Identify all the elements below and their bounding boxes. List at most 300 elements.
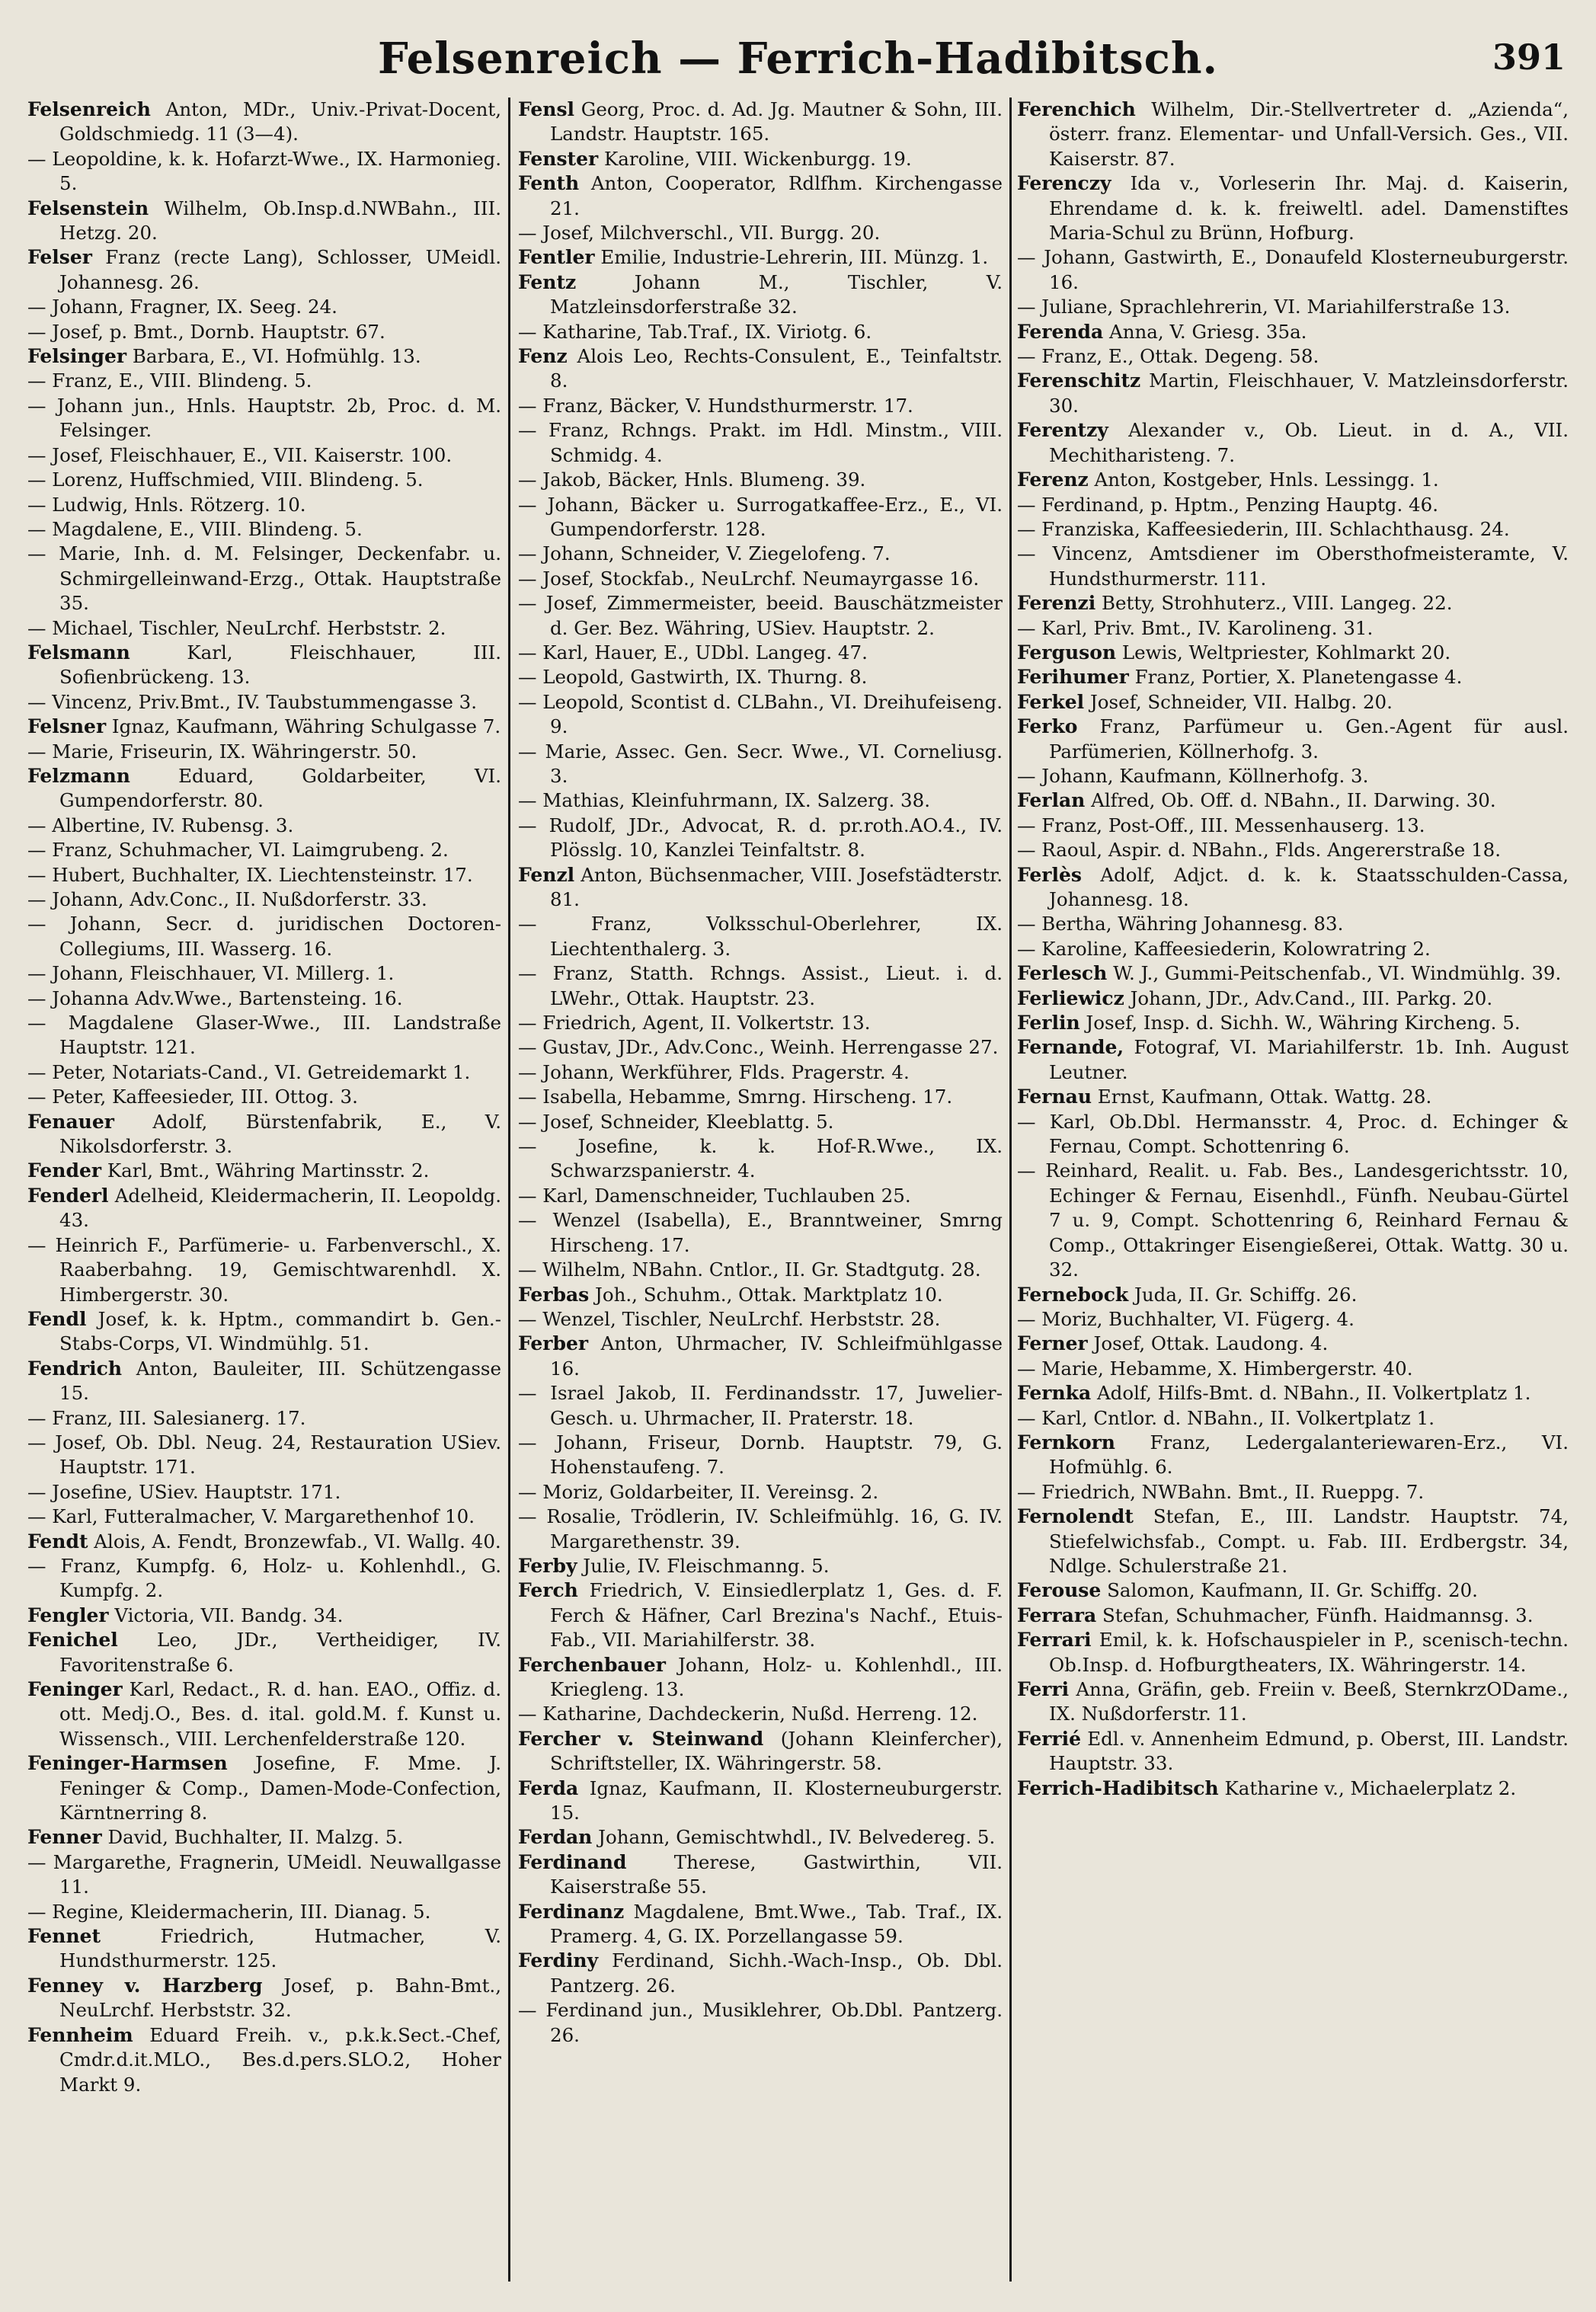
directory-entry	[27, 493, 501, 517]
entry-text: Edl. v. Annenheim Edmund, p. Oberst, III. Landstr. Hauptstr. 33.	[1049, 1727, 1569, 1775]
directory-entry	[518, 1505, 1003, 1554]
entry-text: Josef, k. k. Hptm., commandirt b. Gen.-Stabs-Corps, VI. Windmühlg. 51.	[59, 1307, 501, 1355]
directory-entry	[27, 961, 501, 986]
directory-entry	[518, 1653, 1003, 1703]
directory-entry	[27, 1554, 501, 1604]
entry-surname: Ferdiny	[518, 1949, 599, 1972]
entry-text: W. J., Gummi-Peitschenfab., VI. Windmühlg. 39.	[1107, 962, 1562, 985]
entry-text: Georg, Proc. d. Ad. Jg. Mautner & Sohn, III. Landstr. Hauptstr. 165.	[550, 98, 1003, 145]
entry-text: Stefan, Schuhmacher, Fünfh. Haidmannsg. 3.	[1096, 1604, 1534, 1626]
column-3	[1017, 98, 1569, 2282]
directory-entry	[518, 1035, 1003, 1060]
entry-text: — Johann, Secr. d. juridischen Doctoren-Collegiums, III. Wasserg. 16.	[27, 913, 501, 960]
directory-entry	[27, 2023, 501, 2097]
directory-entry	[1017, 961, 1569, 986]
entry-text: Ida v., Vorleserin Ihr. Maj. d. Kaiserin, Ehrendame d. k. k. freiweltl. adel. Damenstiftes Maria-Schul zu Brünn, Hofburg.	[1049, 172, 1569, 245]
entry-surname: Ferenda	[1017, 320, 1104, 343]
entry-text: — Josef, Milchverschl., VII. Burgg. 20.	[518, 222, 881, 245]
directory-entry	[518, 1283, 1003, 1307]
entry-text: — Franz, Bäcker, V. Hundsthurmerstr. 17.	[518, 394, 913, 417]
directory-entry	[27, 1751, 501, 1825]
entry-text: Joh., Schuhm., Ottak. Marktplatz 10.	[589, 1283, 943, 1306]
directory-entry	[27, 1924, 501, 1974]
directory-entry	[518, 1431, 1003, 1480]
entry-surname: Fernebock	[1017, 1283, 1129, 1306]
directory-entry	[1017, 1110, 1569, 1159]
entry-text: — Bertha, Währing Johannesg. 83.	[1017, 913, 1344, 935]
entry-text: — Franziska, Kaffeesiederin, III. Schlachthausg. 24.	[1017, 517, 1510, 540]
directory-entry	[518, 1825, 1003, 1850]
directory-entry	[27, 1825, 501, 1850]
directory-entry	[518, 147, 1003, 171]
directory-entry	[518, 1307, 1003, 1332]
entry-surname: Fenth	[518, 172, 580, 195]
entry-text: Wilhelm, Ob.Insp.d.NWBahn., III. Hetzg. 20.	[59, 197, 501, 245]
entry-surname: Ferby	[518, 1554, 577, 1577]
directory-entry	[1017, 1628, 1569, 1677]
entry-text: — Leopold, Gastwirth, IX. Thurng. 8.	[518, 666, 868, 689]
entry-surname: Felsenreich	[27, 98, 151, 120]
directory-entry	[27, 616, 501, 641]
entry-text: — Karl, Futteralmacher, V. Margarethenhof 10.	[27, 1505, 475, 1528]
directory-entry	[27, 1677, 501, 1751]
directory-entry	[27, 838, 501, 862]
entry-surname: Fenney v. Harzberg	[27, 1974, 263, 1997]
entry-text: Martin, Fleischhauer, V. Matzleinsdorferstr. 30.	[1049, 369, 1569, 417]
entry-surname: Ferrich-Hadibitsch	[1017, 1776, 1219, 1799]
directory-entry	[518, 320, 1003, 344]
entry-text: — Josef, Zimmermeister, beeid. Bauschätzmeister d. Ger. Bez. Währing, USiev. Hauptstr. 2.	[518, 592, 1003, 639]
entry-text: Victoria, VII. Bandg. 34.	[108, 1604, 344, 1626]
entry-surname: Ferihumer	[1017, 666, 1129, 689]
entry-surname: Ferko	[1017, 715, 1078, 738]
entry-text: — Franz, Schuhmacher, VI. Laimgrubeng. 2.	[27, 839, 449, 862]
entry-text: — Margarethe, Fragnerin, UMeidl. Neuwallgasse 11.	[27, 1850, 501, 1898]
page-number: 391	[1492, 37, 1566, 78]
directory-entry	[27, 1159, 501, 1183]
directory-entry	[1017, 295, 1569, 319]
directory-entry	[27, 641, 501, 690]
column-2	[518, 98, 1003, 2282]
entry-text: Josef, Ottak. Laudong. 4.	[1087, 1332, 1329, 1355]
entry-text: — Friedrich, NWBahn. Bmt., II. Rueppg. 7.	[1017, 1480, 1425, 1503]
directory-entry	[1017, 788, 1569, 813]
entry-text: — Albertine, IV. Rubensg. 3.	[27, 814, 294, 836]
entry-surname: Fernau	[1017, 1086, 1092, 1108]
directory-entry	[1017, 863, 1569, 913]
entry-text: Wilhelm, Dir.-Stellvertreter d. „Azienda“, österr. franz. Elementar- und Unfall-Versich. Ges., VII. Kaiserstr. 87.	[1049, 98, 1569, 170]
directory-entry	[27, 1233, 501, 1307]
entry-surname: Ferlan	[1017, 789, 1086, 812]
entry-surname: Ferrara	[1017, 1604, 1097, 1626]
entry-surname: Fennet	[27, 1925, 101, 1948]
entry-text: — Franz, Volksschul-Oberlehrer, IX. Liechtenthalerg. 3.	[518, 913, 1003, 960]
directory-entry	[518, 1480, 1003, 1505]
entry-surname: Ferenchich	[1017, 98, 1136, 120]
directory-entry	[27, 1184, 501, 1233]
entry-surname: Ferenzi	[1017, 592, 1096, 615]
entry-surname: Ferlès	[1017, 863, 1082, 886]
entry-text: David, Buchhalter, II. Malzg. 5.	[101, 1826, 404, 1849]
entry-text: — Peter, Notariats-Cand., VI. Getreidemarkt 1.	[27, 1060, 471, 1083]
directory-entry	[27, 1085, 501, 1109]
entry-text: — Magdalene Glaser-Wwe., III. Landstraße Hauptstr. 121.	[27, 1012, 501, 1059]
entry-surname: Feninger	[27, 1678, 123, 1700]
directory-entry	[518, 1184, 1003, 1208]
directory-entry	[518, 641, 1003, 665]
entry-surname: Ferda	[518, 1776, 579, 1799]
directory-entry	[1017, 245, 1569, 295]
directory-entry	[1017, 987, 1569, 1011]
entry-text: — Franz, Statth. Rchngs. Assist., Lieut. i. d. LWehr., Ottak. Hauptstr. 23.	[518, 962, 1003, 1009]
directory-entry	[1017, 171, 1569, 245]
entry-surname: Ferner	[1017, 1332, 1088, 1355]
directory-entry	[518, 1258, 1003, 1282]
entry-text: Johann, Holz- u. Kohlenhdl., III. Kriegleng. 13.	[550, 1653, 1003, 1700]
directory-entry	[1017, 690, 1569, 715]
directory-entry	[1017, 98, 1569, 171]
directory-entry	[27, 887, 501, 912]
entry-text: Eduard, Goldarbeiter, VI. Gumpendorferstr. 80.	[59, 764, 501, 812]
entry-text: — Hubert, Buchhalter, IX. Liechtensteinstr. 17.	[27, 863, 473, 886]
directory-entry	[27, 715, 501, 739]
entry-surname: Ferri	[1017, 1678, 1070, 1700]
directory-entry	[27, 690, 501, 715]
entry-text: Anton, Bauleiter, III. Schützengasse 15.	[59, 1357, 501, 1405]
entry-text: — Josefine, k. k. Hof-R.Wwe., IX. Schwarzspanierstr. 4.	[518, 1135, 1003, 1182]
entry-text: — Johann, Bäcker u. Surrogatkaffee-Erz., E., VI. Gumpendorferstr. 128.	[518, 493, 1003, 540]
entry-text: Adelheid, Kleidermacherin, II. Leopoldg. 43.	[59, 1184, 501, 1232]
entry-text: Ignaz, Kaufmann, II. Klosterneuburgerstr. 15.	[550, 1776, 1003, 1824]
directory-entry	[27, 1604, 501, 1628]
entry-surname: Fenzl	[518, 863, 575, 886]
entry-text: Adolf, Adjct. d. k. k. Staatsschulden-Cassa, Johannesg. 18.	[1049, 863, 1569, 910]
entry-text: — Marie, Inh. d. M. Felsinger, Deckenfabr. u. Schmirgelleinwand-Erzg., Ottak. Hauptstraße 35.	[27, 542, 501, 615]
directory-entry	[1017, 1604, 1569, 1628]
entry-surname: Fenderl	[27, 1184, 109, 1207]
entry-text: — Marie, Hebamme, X. Himbergerstr. 40.	[1017, 1357, 1413, 1380]
entry-surname: Felsner	[27, 715, 107, 738]
column-divider	[508, 98, 510, 2282]
directory-entry	[518, 1134, 1003, 1184]
directory-entry	[518, 740, 1003, 789]
directory-entry	[1017, 591, 1569, 616]
entry-surname: Ferkel	[1017, 690, 1085, 713]
directory-entry	[27, 1060, 501, 1085]
directory-entry	[518, 245, 1003, 270]
directory-entry	[518, 961, 1003, 1011]
entry-text: — Johann, Kaufmann, Köllnerhofg. 3.	[1017, 764, 1369, 787]
entry-text: Franz, Portier, X. Planetengasse 4.	[1128, 666, 1463, 689]
entry-text: — Gustav, JDr., Adv.Conc., Weinh. Herrengasse 27.	[518, 1036, 999, 1059]
entry-surname: Ferenczy	[1017, 172, 1111, 195]
directory-entry	[1017, 369, 1569, 418]
entry-text: Johann, JDr., Adv.Cand., III. Parkg. 20.	[1124, 987, 1493, 1009]
entry-text: Karl, Bmt., Währing Martinsstr. 2.	[101, 1159, 430, 1182]
directory-entry	[1017, 1085, 1569, 1109]
entry-surname: Fendt	[27, 1530, 88, 1553]
entry-text: — Jakob, Bäcker, Hnls. Blumeng. 39.	[518, 468, 866, 491]
entry-text: — Rudolf, JDr., Advocat, R. d. pr.roth.AO.4., IV. Plösslg. 10, Kanzlei Teinfaltstr. 8.	[518, 814, 1003, 862]
directory-entry	[518, 814, 1003, 863]
directory-entry	[27, 542, 501, 616]
directory-entry	[1017, 418, 1569, 468]
entry-text: — Moriz, Goldarbeiter, II. Vereinsg. 2.	[518, 1480, 879, 1503]
directory-entry	[518, 912, 1003, 961]
entry-text: — Friedrich, Agent, II. Volkertstr. 13.	[518, 1012, 871, 1034]
directory-entry	[1017, 1776, 1569, 1801]
entry-text: — Reinhard, Realit. u. Fab. Bes., Landesgerichtsstr. 10, Echinger & Fernau, Eisenhdl., Fünfh. Neubau-Gürtel 7 u. 9, Compt. Schottenring 6, Reinhard Fernau & Comp., Ottakringer Eisengießerei, Ottak. Wattg. 30 u. 32.	[1017, 1159, 1569, 1281]
directory-entry	[1017, 838, 1569, 862]
entry-text: Friedrich, V. Einsiedlerplatz 1, Ges. d. F. Ferch & Häfner, Carl Brezina's Nachf., Etuis-Fab., VII. Mariahilferstr. 38.	[550, 1579, 1003, 1652]
entry-surname: Fenster	[518, 147, 599, 170]
directory-entry	[518, 171, 1003, 221]
directory-entry	[27, 1011, 501, 1060]
directory-entry	[1017, 1159, 1569, 1282]
entry-surname: Felzmann	[27, 764, 130, 787]
entry-text: — Katharine, Tab.Traf., IX. Viriotg. 6.	[518, 320, 872, 343]
directory-entry	[1017, 715, 1569, 764]
directory-entry	[518, 1578, 1003, 1652]
entry-text: Magdalene, Bmt.Wwe., Tab. Traf., IX. Pramerg. 4, G. IX. Porzellangasse 59.	[550, 1900, 1003, 1948]
directory-entry	[1017, 1332, 1569, 1356]
entry-text: — Michael, Tischler, NeuLrchf. Herbststr. 2.	[27, 616, 446, 639]
entry-surname: Ferchenbauer	[518, 1653, 666, 1676]
directory-entry	[518, 542, 1003, 566]
directory-entry	[1017, 1283, 1569, 1307]
directory-entry	[1017, 493, 1569, 517]
directory-entry	[27, 1628, 501, 1677]
entry-surname: Feninger-Harmsen	[27, 1752, 228, 1775]
directory-entry	[27, 394, 501, 443]
directory-entry	[1017, 616, 1569, 641]
directory-entry	[1017, 665, 1569, 689]
entry-surname: Fendl	[27, 1307, 87, 1330]
entry-text: — Franz, E., Ottak. Degeng. 58.	[1017, 345, 1319, 368]
directory-entry	[1017, 1307, 1569, 1332]
entry-text: — Karl, Priv. Bmt., IV. Karolineng. 31.	[1017, 616, 1374, 639]
entry-surname: Fendrich	[27, 1357, 123, 1380]
directory-entry	[518, 1702, 1003, 1726]
entry-text: Josef, p. Bahn-Bmt., NeuLrchf. Herbststr. 32.	[59, 1974, 501, 2022]
entry-text: — Karoline, Kaffeesiederin, Kolowratring 2.	[1017, 937, 1431, 960]
directory-entry	[518, 1011, 1003, 1035]
entry-text: — Wenzel, Tischler, NeuLrchf. Herbststr. 28.	[518, 1307, 941, 1330]
directory-entry	[518, 1085, 1003, 1109]
column-divider	[1009, 98, 1012, 2282]
entry-text: (Johann Kleinfercher), Schriftsteller, IX. Währingerstr. 58.	[550, 1727, 1003, 1775]
entry-text: — Ferdinand jun., Musiklehrer, Ob.Dbl. Pantzerg. 26.	[518, 1999, 1003, 2046]
entry-text: Anton, Büchsenmacher, VIII. Josefstädterstr. 81.	[550, 863, 1003, 910]
entry-surname: Ferdinanz	[518, 1900, 625, 1923]
entry-text: Lewis, Weltpriester, Kohlmarkt 20.	[1116, 641, 1451, 664]
entry-surname: Ferentzy	[1017, 419, 1108, 442]
entry-text: Emil, k. k. Hofschauspieler in P., scenisch-techn. Ob.Insp. d. Hofburgtheaters, IX. Währingerstr. 14.	[1049, 1629, 1569, 1676]
entry-text: — Johann, Fragner, IX. Seeg. 24.	[27, 296, 337, 318]
entry-text: Franz, Parfümeur u. Gen.-Agent für ausl. Parfümerien, Köllnerhofg. 3.	[1049, 715, 1569, 763]
entry-text: Juda, II. Gr. Schiffg. 26.	[1128, 1283, 1358, 1306]
entry-text: — Isabella, Hebamme, Smrng. Hirscheng. 17.	[518, 1086, 953, 1108]
entry-text: Karl, Redact., R. d. han. EAO., Offiz. d. ott. Medj.O., Bes. d. ital. gold.M. f. Kunst u. Wissensch., VIII. Lerchenfelderstraße 120.	[59, 1678, 501, 1750]
directory-entry	[518, 221, 1003, 245]
entry-surname: Fenichel	[27, 1629, 118, 1652]
directory-entry	[1017, 641, 1569, 665]
entry-text: Alois, A. Fendt, Bronzewfab., VI. Wallg. 40.	[88, 1530, 501, 1553]
entry-text: Franz (recte Lang), Schlosser, UMeidl. Johannesg. 26.	[59, 246, 501, 293]
entry-text: Karoline, VIII. Wickenburgg. 19.	[598, 147, 912, 170]
entry-surname: Ferenz	[1017, 468, 1089, 491]
entry-text: Adolf, Hilfs-Bmt. d. NBahn., II. Volkertplatz 1.	[1091, 1382, 1531, 1405]
entry-text: — Johann, Gastwirth, E., Donaufeld Klosterneuburgerstr. 16.	[1017, 246, 1569, 293]
directory-entry	[1017, 1357, 1569, 1381]
directory-entry	[518, 591, 1003, 641]
entry-text: — Josef, p. Bmt., Dornb. Hauptstr. 67.	[27, 320, 385, 343]
directory-entry	[518, 418, 1003, 468]
directory-entry	[1017, 912, 1569, 936]
directory-entry	[27, 863, 501, 887]
directory-entry	[27, 1480, 501, 1505]
entry-text: Eduard Freih. v., p.k.k.Sect.-Chef, Cmdr.d.it.MLO., Bes.d.pers.SLO.2, Hoher Markt 9.	[59, 2023, 501, 2096]
directory-entry	[27, 1406, 501, 1431]
entry-surname: Ferrié	[1017, 1727, 1082, 1750]
entry-text: — Ludwig, Hnls. Rötzerg. 10.	[27, 493, 306, 516]
directory-entry	[27, 443, 501, 468]
directory-entry	[518, 863, 1003, 913]
directory-entry	[27, 197, 501, 246]
entry-text: Friedrich, Hutmacher, V. Hundsthurmerstr. 125.	[59, 1925, 501, 1972]
directory-entry	[518, 567, 1003, 591]
entry-surname: Ferenschitz	[1017, 369, 1141, 392]
entry-text: — Johann jun., Hnls. Hauptstr. 2b, Proc. d. M. Felsinger.	[27, 394, 501, 442]
entry-text: — Franz, Kumpfg. 6, Holz- u. Kohlenhdl., G. Kumpfg. 2.	[27, 1554, 501, 1602]
entry-text: Johann M., Tischler, V. Matzleinsdorferstraße 32.	[550, 270, 1003, 318]
entry-text: Josef, Schneider, VII. Halbg. 20.	[1084, 690, 1393, 713]
entry-text: Josef, Insp. d. Sichh. W., Währing Kircheng. 5.	[1079, 1012, 1521, 1034]
entry-text: — Leopoldine, k. k. Hofarzt-Wwe., IX. Harmonieg. 5.	[27, 147, 501, 195]
entry-surname: Fernolendt	[1017, 1505, 1134, 1528]
directory-entry	[27, 1974, 501, 2023]
entry-surname: Felsmann	[27, 641, 130, 664]
page-header	[30, 30, 1566, 91]
directory-entry	[1017, 1727, 1569, 1776]
entry-text: — Magdalene, E., VIII. Blindeng. 5.	[27, 517, 363, 540]
directory-entry	[518, 1554, 1003, 1578]
directory-entry	[27, 1110, 501, 1159]
directory-entry	[1017, 1011, 1569, 1035]
entry-text: Alexander v., Ob. Lieut. in d. A., VII. Mechitharisteng. 7.	[1049, 419, 1569, 466]
entry-text: Anton, Cooperator, Rdlfhm. Kirchengasse 21.	[550, 172, 1003, 219]
directory-entry	[1017, 1035, 1569, 1085]
directory-entry	[1017, 542, 1569, 591]
directory-entry	[518, 1900, 1003, 1949]
directory-entry	[1017, 517, 1569, 542]
entry-text: Alfred, Ob. Off. d. NBahn., II. Darwing. 30.	[1085, 789, 1496, 812]
entry-text: — Wilhelm, NBahn. Cntlor., II. Gr. Stadtgutg. 28.	[518, 1258, 981, 1281]
entry-text: — Wenzel (Isabella), E., Branntweiner, Smrng Hirscheng. 17.	[518, 1209, 1003, 1256]
entry-text: — Lorenz, Huffschmied, VIII. Blindeng. 5.	[27, 468, 424, 491]
entry-surname: Fernka	[1017, 1382, 1092, 1405]
entry-text: — Franz, E., VIII. Blindeng. 5.	[27, 369, 312, 392]
entry-text: — Johann, Friseur, Dornb. Hauptstr. 79, G. Hohenstaufeng. 7.	[518, 1431, 1003, 1479]
entry-text: — Josef, Fleischhauer, E., VII. Kaiserstr. 100.	[27, 443, 453, 466]
entry-text: — Johanna Adv.Wwe., Bartensteing. 16.	[27, 987, 403, 1009]
directory-entry	[518, 1381, 1003, 1431]
directory-entry	[1017, 1480, 1569, 1505]
entry-text: — Raoul, Aspir. d. NBahn., Flds. Angererstraße 18.	[1017, 839, 1502, 862]
entry-surname: Fentler	[518, 246, 595, 269]
entry-text: — Heinrich F., Parfümerie- u. Farbenverschl., X. Raaberbahng. 19, Gemischtwarenhdl. X. Himbergerstr. 30.	[27, 1233, 501, 1306]
entry-surname: Ferouse	[1017, 1579, 1102, 1602]
entry-surname: Fensl	[518, 98, 575, 120]
directory-entry	[518, 270, 1003, 320]
directory-entry	[1017, 468, 1569, 492]
directory-entry	[518, 1850, 1003, 1900]
entry-text: Ferdinand, Sichh.-Wach-Insp., Ob. Dbl. Pantzerg. 26.	[550, 1949, 1003, 1997]
entry-text: — Peter, Kaffeesieder, III. Ottog. 3.	[27, 1086, 358, 1108]
entry-text: Josefine, F. Mme. J. Feninger & Comp., Damen-Mode-Confection, Kärntnerring 8.	[59, 1752, 501, 1824]
directory-entry	[27, 764, 501, 814]
directory-entry	[27, 320, 501, 344]
entry-text: Karl, Fleischhauer, III. Sofienbrückeng. 13.	[59, 641, 501, 689]
entry-surname: Fentz	[518, 270, 577, 293]
entry-surname: Fender	[27, 1159, 102, 1182]
directory-entry	[518, 665, 1003, 689]
directory-entry	[27, 1357, 501, 1406]
entry-text: — Leopold, Scontist d. CLBahn., VI. Dreihufeiseng. 9.	[518, 690, 1003, 738]
directory-entry	[518, 493, 1003, 542]
directory-entry	[1017, 320, 1569, 344]
entry-surname: Ferliewicz	[1017, 987, 1124, 1009]
directory-entry	[1017, 1578, 1569, 1603]
entry-text: — Israel Jakob, II. Ferdinandsstr. 17, Juwelier-Gesch. u. Uhrmacher, II. Praterstr. 18.	[518, 1382, 1003, 1429]
entry-surname: Ferguson	[1017, 641, 1117, 664]
column-1	[27, 98, 501, 2282]
entry-surname: Ferlesch	[1017, 962, 1108, 985]
entry-text: — Regine, Kleidermacherin, III. Dianag. 5.	[27, 1900, 431, 1923]
directory-entry	[518, 344, 1003, 394]
entry-text: — Josef, Schneider, Kleeblattg. 5.	[518, 1110, 834, 1133]
entry-text: Adolf, Bürstenfabrik, E., V. Nikolsdorferstr. 3.	[59, 1110, 501, 1158]
directory-entry	[27, 295, 501, 319]
entry-text: Katharine v., Michaelerplatz 2.	[1218, 1776, 1517, 1799]
entry-surname: Felsenstein	[27, 197, 149, 219]
entry-text: — Karl, Hauer, E., UDbl. Langeg. 47.	[518, 641, 868, 664]
directory-entry	[518, 788, 1003, 813]
entry-surname: Fernande,	[1017, 1036, 1124, 1059]
directory-entry	[518, 1110, 1003, 1134]
directory-entry	[27, 344, 501, 369]
entry-text: — Juliane, Sprachlehrerin, VI. Mariahilferstraße 13.	[1017, 296, 1511, 318]
entry-surname: Fernkorn	[1017, 1431, 1115, 1453]
entry-text: — Johann, Schneider, V. Ziegelofeng. 7.	[518, 542, 891, 565]
directory-entry	[27, 740, 501, 764]
directory-entry	[27, 1900, 501, 1924]
directory-entry	[1017, 937, 1569, 961]
entry-text: Leo, JDr., Vertheidiger, IV. Favoritenstraße 6.	[59, 1629, 501, 1676]
entry-text: — Mathias, Kleinfuhrmann, IX. Salzerg. 38.	[518, 789, 931, 812]
entry-text: — Johann, Adv.Conc., II. Nußdorferstr. 33.	[27, 888, 427, 910]
entry-text: — Karl, Cntlor. d. NBahn., II. Volkertplatz 1.	[1017, 1406, 1435, 1429]
entry-surname: Fercher v. Steinwand	[518, 1727, 764, 1750]
entry-text: — Ferdinand, p. Hptm., Penzing Hauptg. 46.	[1017, 493, 1439, 516]
entry-text: — Franz, III. Salesianerg. 17.	[27, 1406, 306, 1429]
directory-entry	[27, 814, 501, 838]
directory-entry	[27, 1530, 501, 1554]
directory-entry	[1017, 764, 1569, 788]
entry-text: Emilie, Industrie-Lehrerin, III. Münzg. 1.	[594, 246, 989, 269]
entry-surname: Fenner	[27, 1826, 102, 1849]
directory-entry	[27, 987, 501, 1011]
